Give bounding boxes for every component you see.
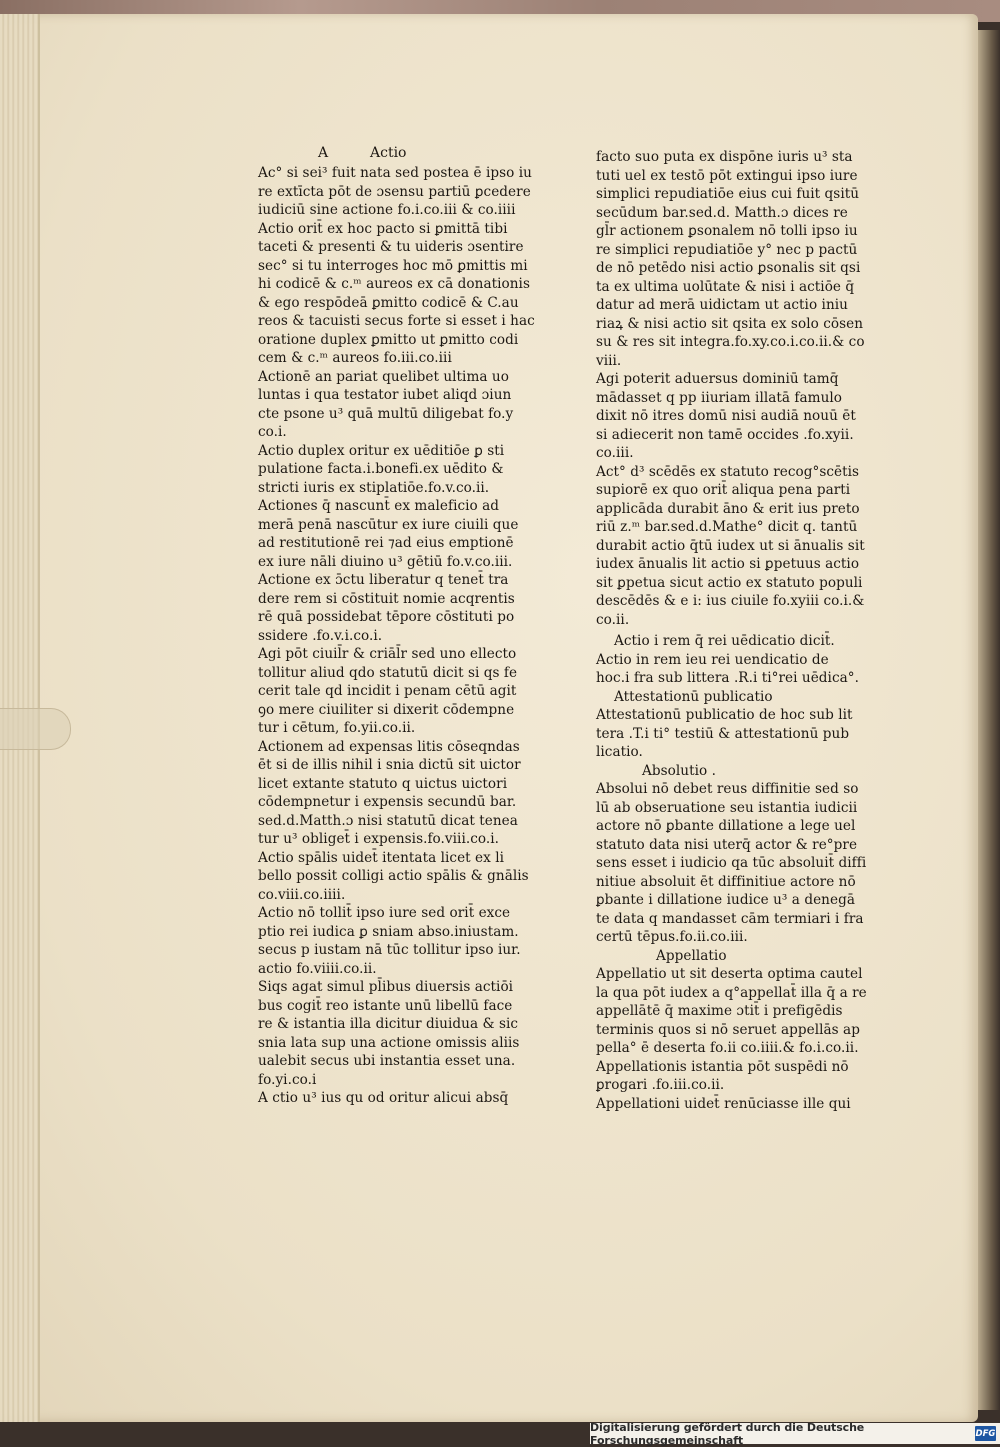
text-line: licatio. [596, 744, 643, 760]
text-line: co.i. [258, 424, 287, 440]
text-line: viii. [596, 352, 622, 369]
page-right-curl [978, 30, 1000, 1410]
text-line: merā penā nascūtur ex iure ciuili que [258, 516, 519, 533]
text-line: sens esset i iudicio qa tūc absoluit̄ diffi [596, 855, 867, 871]
text-line: Actio i rem q̄ rei uēdicatio dicit̄. [614, 633, 835, 649]
text-line: durabit actio q̄tū iudex ut si ānualis sit [596, 537, 865, 554]
text-line: Appellationi uidet̄ renūciasse ille qui [596, 1095, 851, 1112]
text-line: riū z.ᵐ bar.sed.d.Mathe° dicit q. tantū [596, 519, 858, 535]
text-line: lū ab obseruatione seu istantia iudicii [596, 799, 858, 816]
binding-strap [0, 708, 71, 750]
text-line: snia lata sup una actione omissis aliis [258, 1034, 520, 1051]
text-line: re extīcta pōt de ɔsensu partiū ꝑcedere [258, 183, 531, 200]
text-line: cerit tale qd incidit i penam cētū agit [258, 683, 517, 699]
text-line: re & istantia illa dicitur diuidua & sic [258, 1016, 519, 1032]
text-line: simplici repudiatiōe eius cui fuit qsitū [596, 186, 860, 202]
text-line: bus cogit̄ reo istante unū libellū face [258, 997, 513, 1014]
text-line: cōdempnetur i expensis secundū bar. [258, 794, 517, 810]
text-line: riaꝝ & nisi actio sit qsita ex solo cōsen [596, 315, 864, 332]
text-line: actore nō ꝑbante dillatione a lege uel [596, 818, 856, 834]
right-text-column [596, 148, 867, 1113]
text-line: ad restitutionē rei ⁊ad eius emptionē [258, 535, 514, 551]
text-line: Actionem ad expensas litis cōseqndas [258, 738, 520, 755]
text-line: nitiue absoluit ēt diffinitiue actore nō [596, 873, 856, 890]
text-line: Actio duplex oritur ex uēditiōe ꝑ sti [258, 442, 505, 459]
text-line: cte psone u³ quā multū diligebat fo.y [258, 405, 514, 422]
text-line: iudex ānualis lit actio si ꝑpetuus actio [596, 556, 860, 572]
text-line: dixit nō itres domū nisi audiā nouū ēt [596, 408, 856, 424]
text-line: licet extante statuto q uictus uictori [258, 775, 508, 792]
text-line: ex iure nāli diuino u³ gētiū fo.v.co.iii. [258, 553, 513, 570]
text-line: Actio spālis uidet̄ itentata licet ex li [258, 849, 505, 866]
text-line: pella° ē deserta fo.ii co.iiii.& fo.i.co.ii. [596, 1040, 859, 1056]
text-line: Absolui nō debet reus diffinitie sed so [596, 781, 859, 797]
text-line: ꝯo mere ciuiliter si dixerit cōdempne [258, 701, 515, 718]
text-line: A ctio u³ ius qu od oritur alicui absq̄ [258, 1090, 509, 1106]
text-line: ssidere .fo.v.i.co.i. [258, 627, 383, 644]
text-line: bello possit colligi actio spālis & gnālis [258, 868, 529, 884]
text-line: de nō petēdo nisi actio ꝑsonalis sit qsi [596, 260, 861, 276]
text-line: facto suo puta ex dispōne iuris u³ sta [596, 149, 853, 165]
text-line: la qua pōt iudex a q°appellat̄ illa q̄ a re [596, 984, 867, 1001]
text-line: co.ii. [596, 611, 630, 628]
text-line: terminis quos si nō seruet appellās ap [596, 1021, 860, 1038]
text-line: secus p iustam nā tūc tollitur ipso iur. [258, 942, 521, 958]
text-line: ēt si de illis nihil i snia dictū sit uictor [258, 757, 521, 773]
text-line: te data q mandasset cām termiari i fra [596, 910, 864, 927]
text-line: sit ꝑpetua sicut actio ex statuto populi [596, 574, 863, 591]
text-line: hi codicē & c.ᵐ aureos ex cā donationis [258, 276, 530, 292]
text-line: tur i cētum, fo.yii.co.ii. [258, 720, 416, 736]
text-line: Actio nō tollit̄ ipso iure sed orit̄ exce [258, 905, 511, 921]
text-line: supiorē ex quo orit̄ aliqua pena parti [596, 482, 851, 498]
text-line: mādasset q pp iiuriam illatā famulo [596, 389, 843, 406]
text-line: applicāda durabit āno & erit ius preto [596, 500, 860, 517]
text-line: tera .T.i ti° testiū & attestationū pub [596, 725, 850, 742]
text-line: cem & c.ᵐ aureos fo.iii.co.iii [258, 350, 452, 366]
text-line: Act° d³ scēdēs ex statuto recog°scētis [596, 463, 860, 480]
left-text-column [258, 164, 535, 1108]
text-line: Absolutio . [642, 762, 716, 779]
text-line: datur ad merā uidictam ut actio iniu [596, 297, 848, 313]
text-line: Attestationū publicatio de hoc sub lit [596, 707, 853, 723]
text-line: Agi pōt ciuil̄r & criāl̄r sed uno ellecto [258, 646, 517, 662]
text-line: re simplici repudiatiōe y° nec p pactū [596, 241, 858, 258]
text-line: stricti iuris ex stiplatiōe.fo.v.co.ii. [258, 479, 490, 496]
section-letter: A [318, 145, 329, 161]
text-line: Actiones q̄ nascunt̄ ex maleficio ad [258, 498, 500, 514]
text-line: co.viii.co.iiii. [258, 886, 346, 903]
text-line: oratione duplex ꝑmitto ut ꝑmitto codi [258, 331, 519, 348]
text-line: Attestationū publicatio [614, 688, 773, 705]
text-line: sed.d.Matth.ɔ nisi statutū dicat tenea [258, 812, 518, 829]
text-line: iudiciū sine actione fo.i.co.iii & co.iiii [258, 202, 516, 218]
text-line: & ego respōdeā ꝑmitto codicē & C.au [258, 294, 519, 311]
text-line: rē quā possidebat tēpore cōstituti po [258, 609, 515, 625]
text-line: certū tēpus.fo.ii.co.iii. [596, 929, 748, 945]
text-line: Actio orit̄ ex hoc pacto si ꝑmittā tibi [258, 220, 508, 237]
text-line: Ac° si sei³ fuit nata sed postea ē ipso iu [258, 165, 532, 181]
text-line: fo.yi.co.i [258, 1071, 317, 1088]
text-line: statuto data nisi uterq̄ actor & re°pre [596, 836, 858, 853]
text-line: dere rem si cōstituit nomie acqrentis [258, 590, 515, 607]
footer-bar [590, 1420, 1000, 1447]
text-line: tuti uel ex testō pōt extingui ipso iure [596, 167, 858, 184]
text-line: appellātē q̄ maxime ɔtit̄ i prefigēdis [596, 1003, 843, 1019]
text-line: gl̄r actionem ꝑsonalem nō tolli ipso iu [596, 223, 858, 239]
text-line: secūdum bar.sed.d. Matth.ɔ dices re [596, 204, 848, 221]
text-line: Agi poterit aduersus dominiū tamq̄ [596, 371, 839, 387]
text-line: Appellatio [656, 947, 727, 964]
text-line: Appellationis istantia pōt suspēdi nō [596, 1058, 849, 1075]
text-line: ualebit secus ubi instantia esset una. [258, 1053, 516, 1069]
text-line: reos & tacuisti secus forte si esset i hac [258, 313, 535, 329]
text-line: Siqs agat simul pl̄ibus diuersis actiōi [258, 979, 514, 995]
funding-notice: Digitalisierung gefördert durch die Deutsche Forschungsgemeinschaft [590, 1420, 865, 1447]
text-line: actio fo.viiii.co.ii. [258, 960, 377, 977]
dfg-logo-icon: DFG [975, 1426, 996, 1441]
running-head: Actio [370, 145, 407, 161]
text-line: si adiecerit non tamē occides .fo.xyii. [596, 426, 854, 443]
text-line: pulatione facta.i.bonefi.ex uēdito & [258, 461, 504, 477]
text-line: co.iii. [596, 445, 634, 461]
text-line: taceti & presenti & tu uideris ɔsentire [258, 239, 524, 255]
text-line: hoc.i fra sub littera .R.i ti°rei uēdica°. [596, 670, 859, 686]
text-line: ta ex ultima uolūtate & nisi i actiōe q̄ [596, 278, 855, 295]
text-line: sec° si tu interroges hoc mō ꝑmittis mi [258, 257, 528, 274]
text-line: luntas i qua testator iubet aliqd ɔiun [258, 387, 512, 403]
text-line: tollitur aliud qdo statutū dicit si qs fe [258, 664, 518, 681]
text-line: tur u³ obliget̄ i expensis.fo.viii.co.i. [258, 831, 500, 847]
text-line: descēdēs & e i: ius ciuile fo.xyiii co.i.& [596, 593, 865, 609]
text-line: ptio rei iudica ꝑ sniam abso.iniustam. [258, 923, 519, 940]
text-line: Appellatio ut sit deserta optima cautel [596, 966, 863, 982]
text-line: Actionē an pariat quelibet ultima uo [258, 368, 509, 385]
text-line: ꝑbante i dillatione iudice u³ a denegā [596, 892, 855, 908]
text-line: Actio in rem ieu rei uendicatio de [596, 651, 829, 668]
text-line: ꝑrogari .fo.iii.co.ii. [596, 1077, 725, 1093]
text-line: su & res sit integra.fo.xy.co.i.co.ii.& co [596, 334, 865, 350]
text-line: Actione ex ɔ̄ctu liberatur q tenet̄ tra [258, 572, 509, 588]
